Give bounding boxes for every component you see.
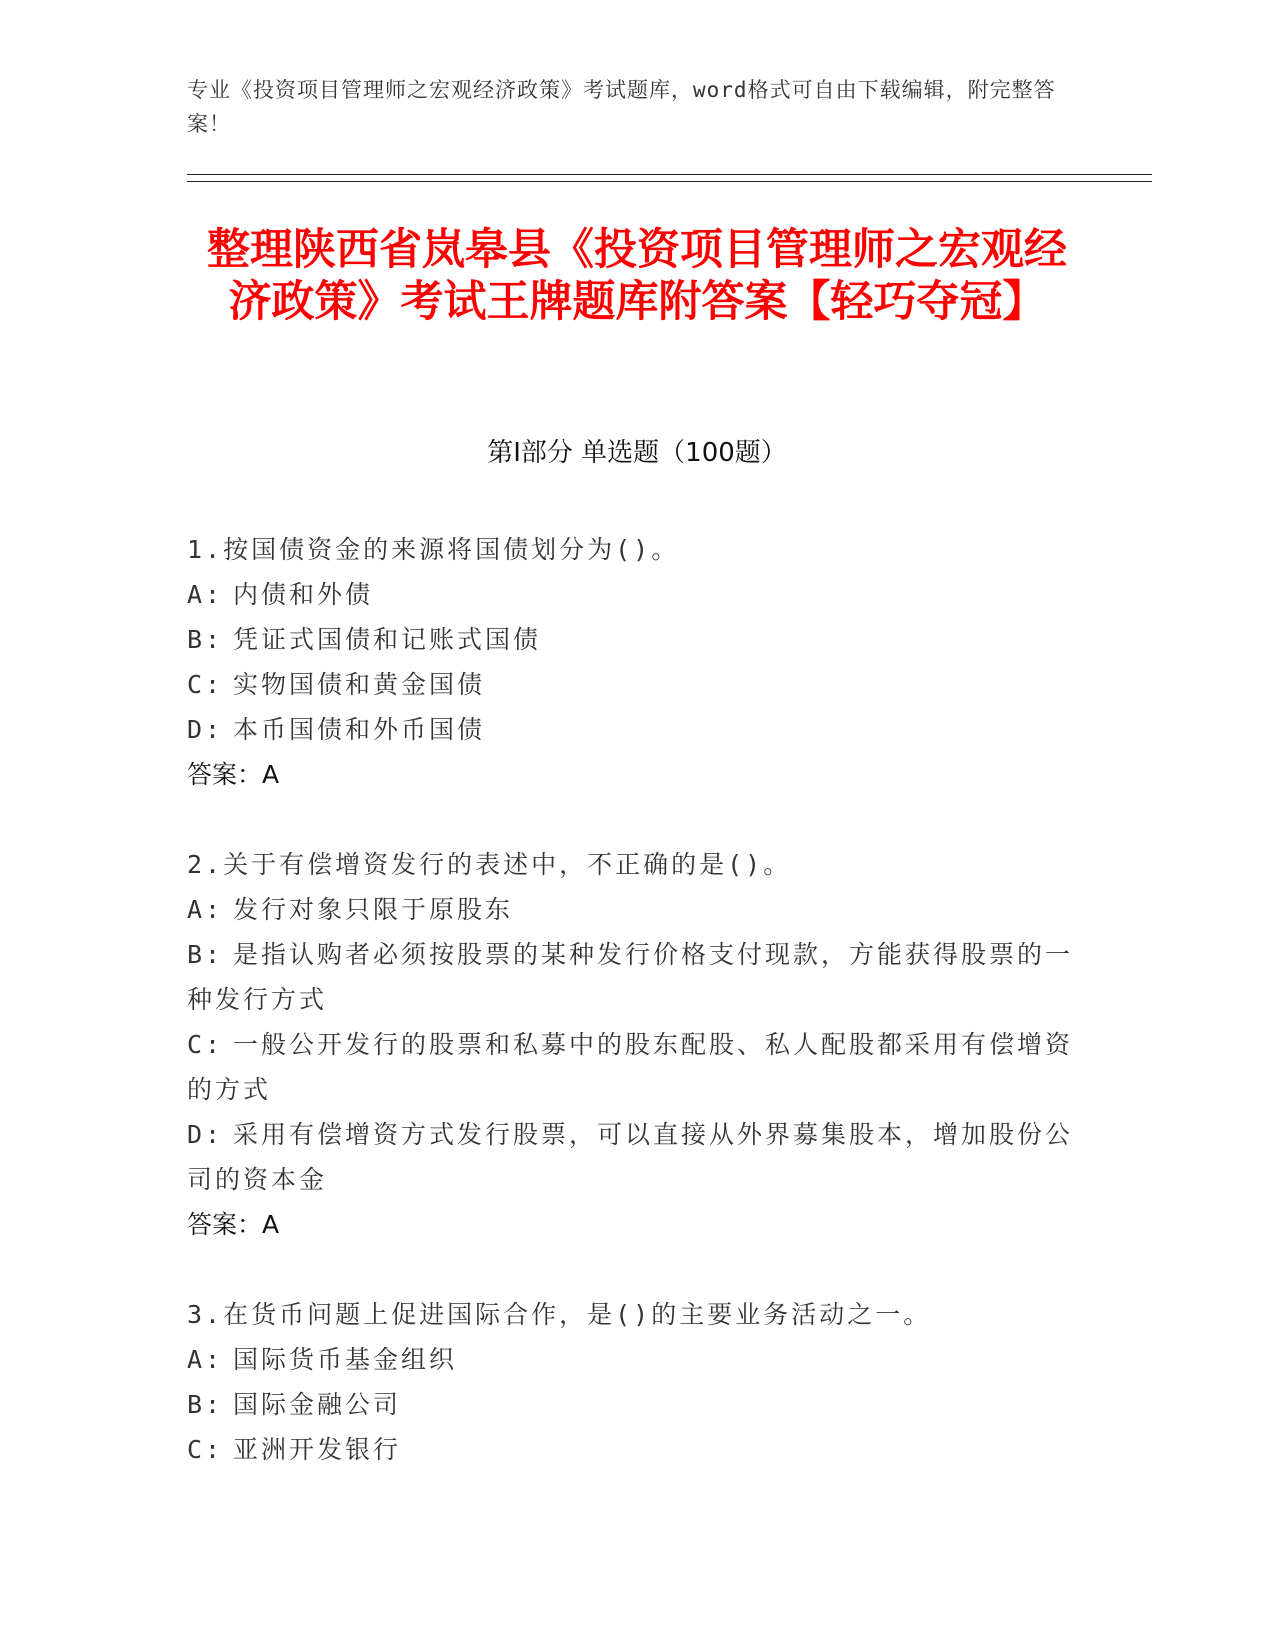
question-stem: 2.关于有偿增资发行的表述中，不正确的是()。 (187, 850, 792, 879)
question-2 (187, 842, 1077, 1248)
option-letter: B: (187, 1390, 224, 1419)
question-list (187, 527, 1077, 1516)
option-c (187, 1427, 1077, 1472)
option-letter: C: (187, 670, 224, 699)
option-a (187, 572, 1077, 617)
option-letter: A: (187, 580, 224, 609)
option-a (187, 887, 1077, 932)
option-letter: C: (187, 1435, 224, 1464)
option-d (187, 1112, 1077, 1202)
option-letter: A: (187, 1345, 224, 1374)
option-c (187, 1022, 1077, 1112)
header-divider-top (187, 174, 1152, 175)
option-text: 本币国债和外币国债 (233, 715, 486, 744)
option-b (187, 1382, 1077, 1427)
option-b (187, 932, 1077, 1022)
option-a (187, 1337, 1077, 1382)
header-note: 专业《投资项目管理师之宏观经济政策》考试题库，word格式可自由下载编辑，附完整答案！ (187, 78, 1056, 136)
option-letter: D: (187, 1120, 224, 1149)
option-letter: B: (187, 940, 224, 969)
option-text: 凭证式国债和记账式国债 (233, 625, 542, 654)
option-c (187, 662, 1077, 707)
question-1 (187, 527, 1077, 798)
answer: 答案：A (187, 1210, 280, 1239)
option-text: 采用有偿增资方式发行股票，可以直接从外界募集股本，增加股份公司的资本金 (187, 1120, 1074, 1194)
option-letter: C: (187, 1030, 224, 1059)
question-stem: 3.在货币问题上促进国际合作，是()的主要业务活动之一。 (187, 1300, 932, 1329)
option-d (187, 707, 1077, 752)
option-b (187, 617, 1077, 662)
question-stem: 1.按国债资金的来源将国债划分为()。 (187, 535, 680, 564)
option-text: 国际金融公司 (233, 1390, 402, 1419)
document-title: 整理陕西省岚皋县《投资项目管理师之宏观经济政策》考试王牌题库附答案【轻巧夺冠】 (207, 225, 1067, 327)
option-text: 亚洲开发银行 (233, 1435, 402, 1464)
option-text: 国际货币基金组织 (233, 1345, 458, 1374)
option-text: 一般公开发行的股票和私募中的股东配股、私人配股都采用有偿增资的方式 (187, 1030, 1074, 1104)
option-letter: B: (187, 625, 224, 654)
section-title: 第I部分 单选题（100题） (487, 438, 787, 468)
option-text: 发行对象只限于原股东 (233, 895, 514, 924)
answer: 答案：A (187, 760, 280, 789)
option-letter: D: (187, 715, 224, 744)
option-text: 内债和外债 (233, 580, 374, 609)
option-text: 是指认购者必须按股票的某种发行价格支付现款，方能获得股票的一种发行方式 (187, 940, 1074, 1014)
option-letter: A: (187, 895, 224, 924)
header-divider-bottom (187, 181, 1152, 182)
question-3 (187, 1292, 1077, 1472)
option-text: 实物国债和黄金国债 (233, 670, 486, 699)
